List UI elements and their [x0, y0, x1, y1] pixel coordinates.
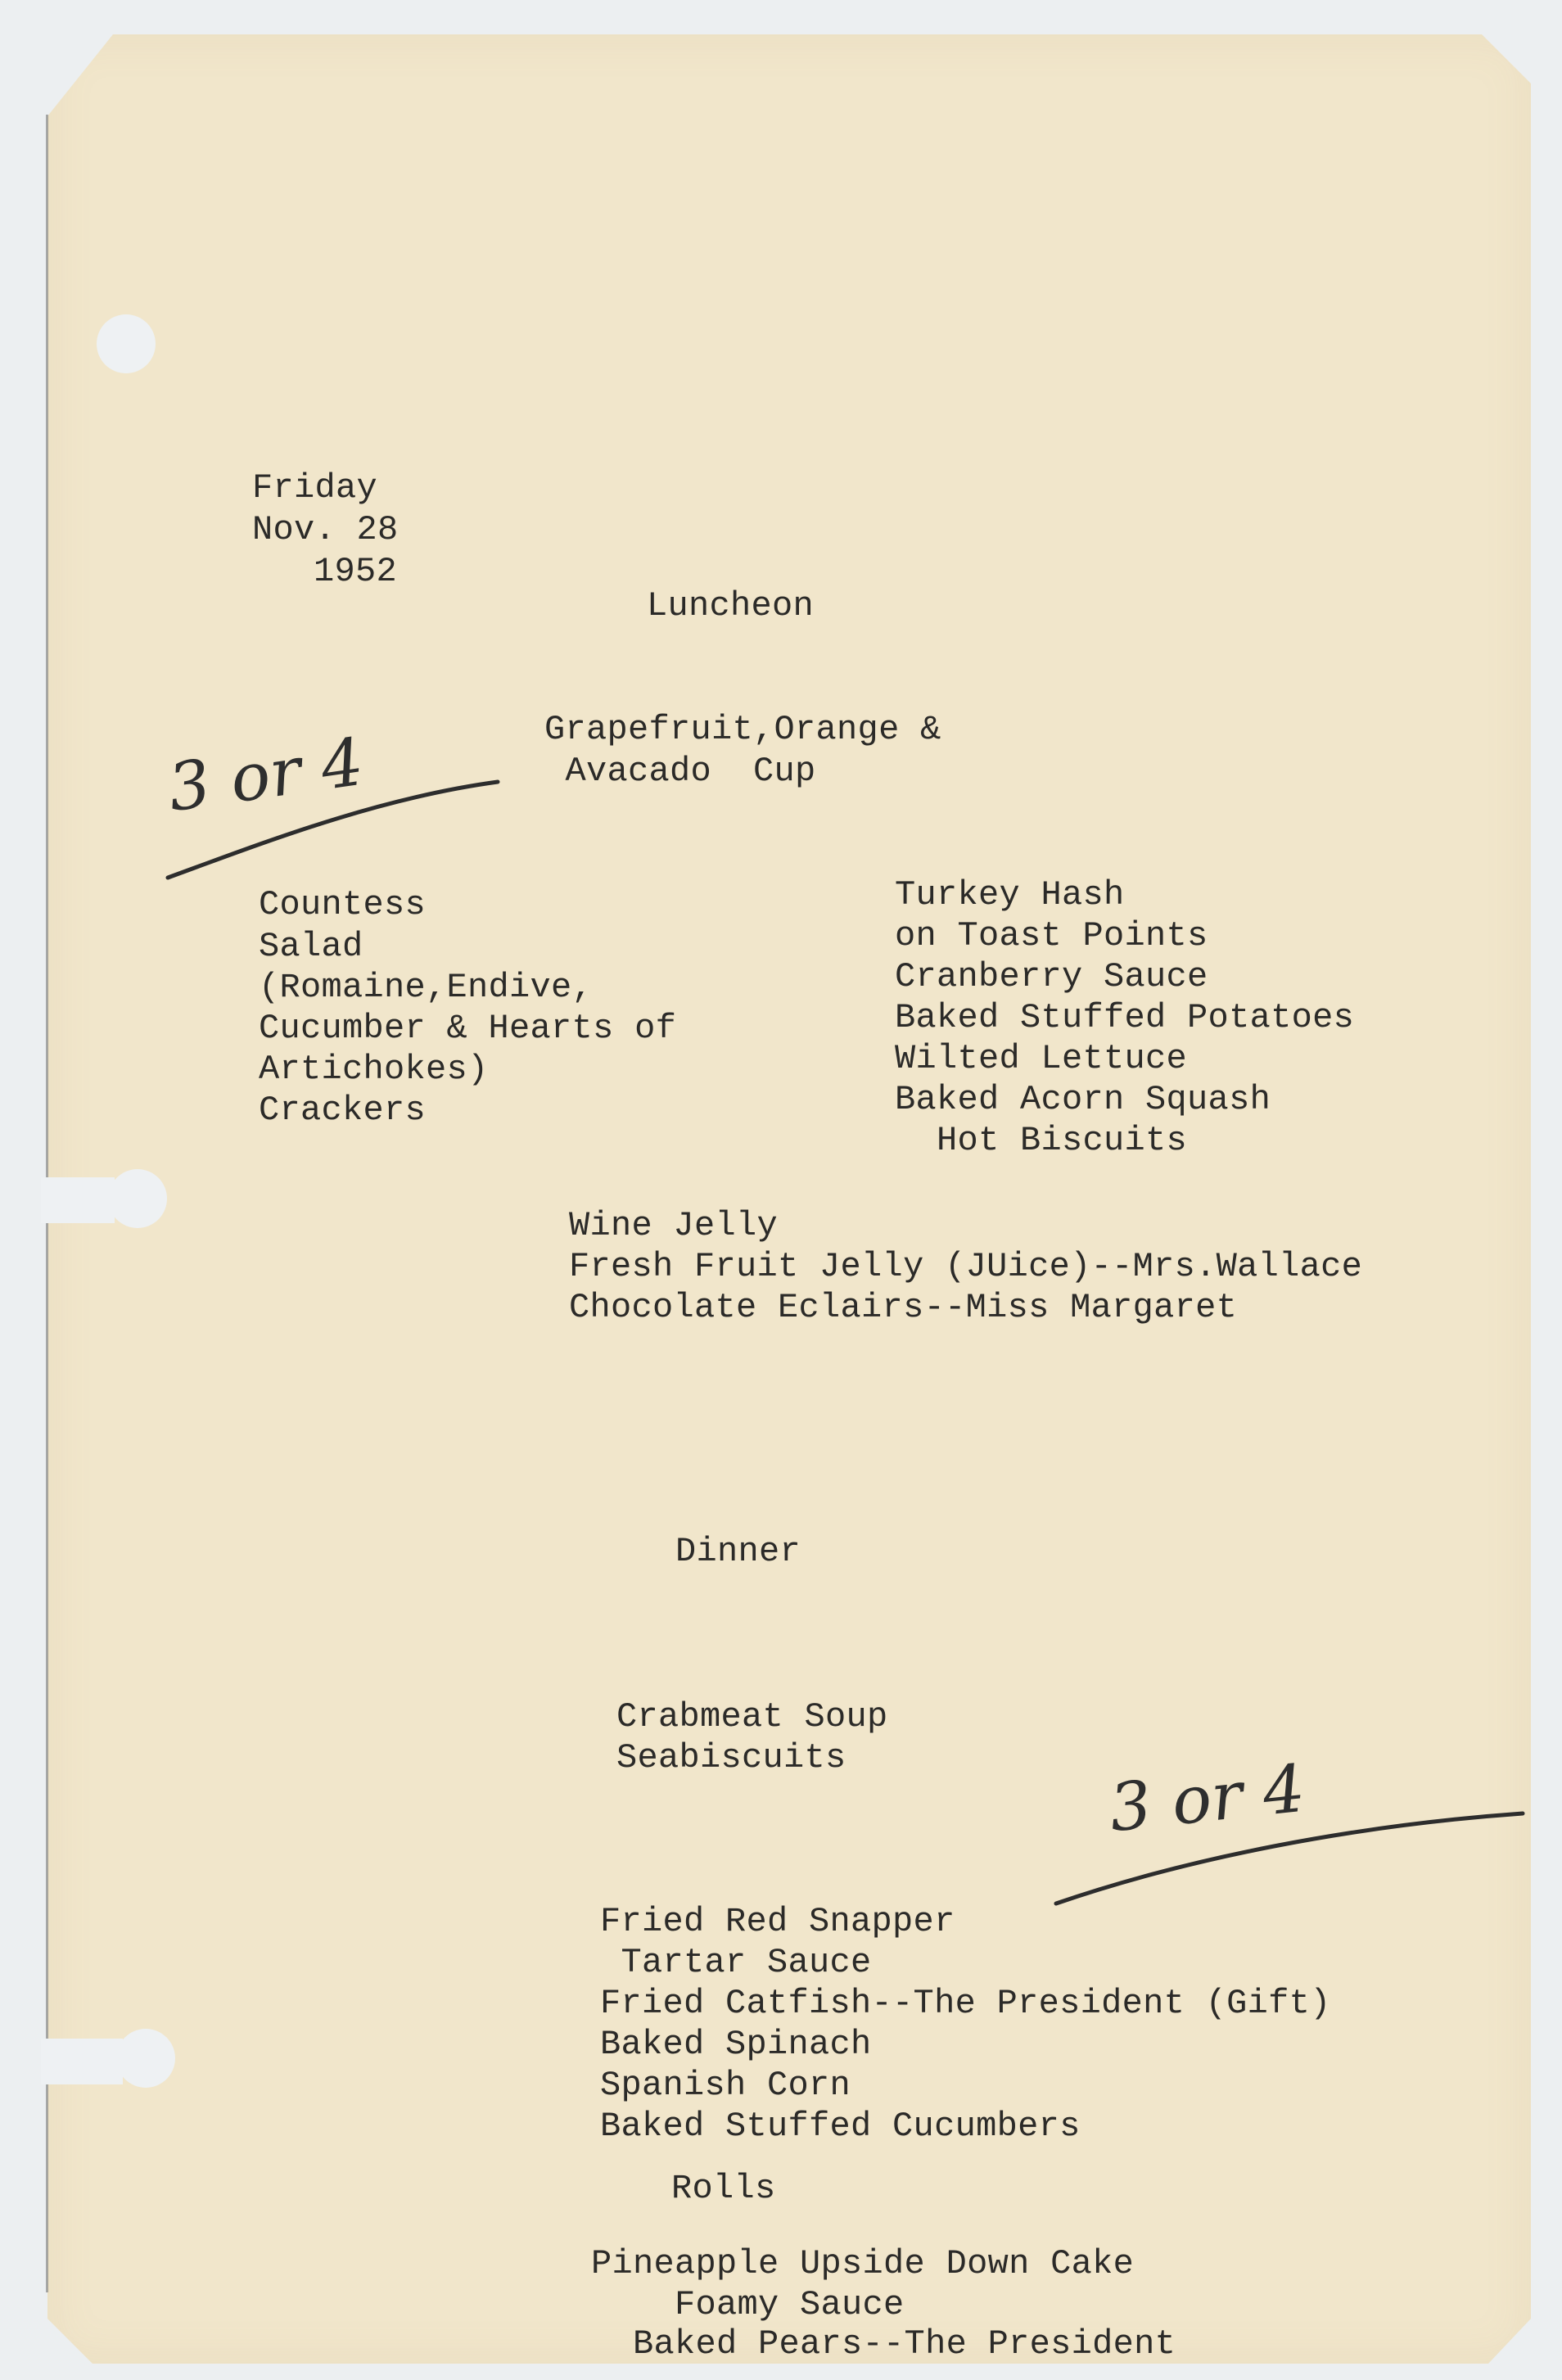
menu-line: Baked Pears--The President: [591, 2324, 1176, 2364]
dinner-heading: Dinner: [675, 1532, 801, 1571]
menu-line: Seabiscuits: [616, 1738, 846, 1777]
menu-line: Fresh Fruit Jelly (JUice)--Mrs.Wallace: [569, 1247, 1363, 1286]
date-day: Friday: [252, 468, 378, 508]
menu-line: Avacado Cup: [544, 752, 816, 791]
menu-line: Artichokes): [259, 1050, 489, 1089]
menu-line: Wine Jelly: [569, 1206, 779, 1245]
menu-line: Baked Stuffed Cucumbers: [600, 2107, 1081, 2146]
luncheon-heading: Luncheon: [647, 586, 815, 625]
date-month-day: Nov. 28: [252, 510, 399, 549]
menu-line: Cucumber & Hearts of: [259, 1009, 677, 1048]
menu-line: Hot Biscuits: [895, 1121, 1188, 1160]
menu-line: Fried Catfish--The President (Gift): [600, 1984, 1331, 2023]
menu-line: Wilted Lettuce: [895, 1039, 1188, 1078]
menu-line: Baked Acorn Squash: [895, 1080, 1271, 1119]
menu-line: Turkey Hash: [895, 875, 1125, 915]
dinner-bread: Rolls: [671, 2169, 776, 2208]
menu-line: Baked Stuffed Potatoes: [895, 998, 1355, 1037]
menu-line: on Toast Points: [895, 916, 1208, 955]
pencil-underline-dinner: [1056, 1813, 1523, 1904]
menu-line: Chocolate Eclairs--Miss Margaret: [569, 1288, 1238, 1327]
menu-line: (Romaine,Endive,: [259, 968, 594, 1007]
menu-line: Baked Spinach: [600, 2025, 872, 2064]
menu-line: Grapefruit,Orange &: [544, 710, 941, 749]
handwritten-annotation-dinner: 3 or 4: [1105, 1750, 1309, 1847]
pencil-underline-luncheon: [168, 782, 498, 878]
menu-line: Salad: [259, 927, 363, 966]
menu-line: Countess: [259, 885, 427, 924]
menu-line: Pineapple Upside Down Cake: [591, 2244, 1135, 2283]
menu-line: Tartar Sauce: [600, 1943, 872, 1982]
menu-line: Spanish Corn: [600, 2066, 851, 2105]
menu-line: Crabmeat Soup: [616, 1697, 888, 1736]
handwritten-annotation-luncheon: 3 or 4: [163, 723, 368, 827]
date-year: 1952: [314, 552, 398, 591]
menu-line: Fried Red Snapper: [600, 1902, 955, 1941]
menu-line: Cranberry Sauce: [895, 957, 1208, 996]
menu-line: Crackers: [259, 1091, 427, 1130]
menu-line: Foamy Sauce: [591, 2285, 905, 2324]
